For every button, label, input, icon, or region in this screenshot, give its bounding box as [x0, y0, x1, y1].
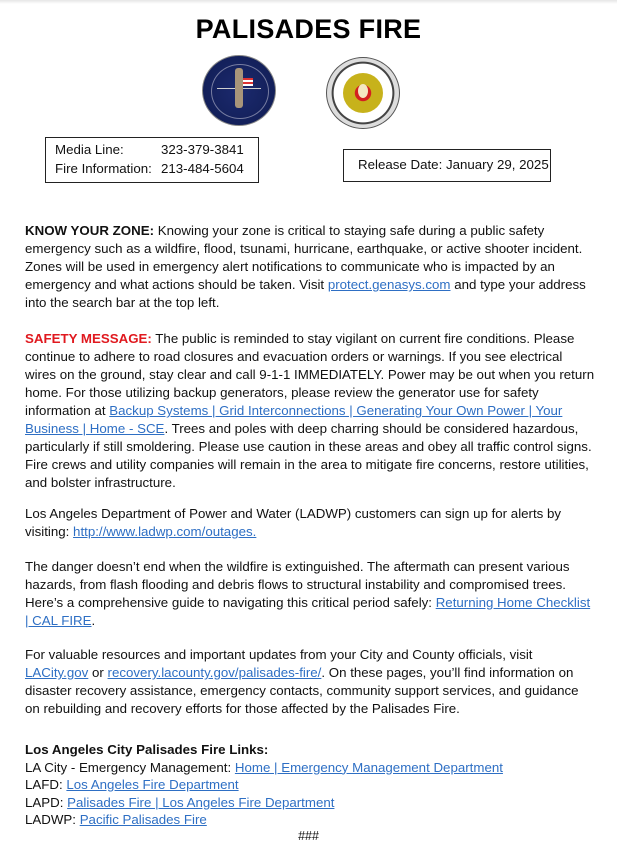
lapd-seal-logo — [202, 55, 276, 126]
recovery-lacounty-link[interactable]: recovery.lacounty.gov/palisades-fire/ — [107, 665, 322, 680]
resources-text-after: . On these pages, you’ll find information on disaster recovery assistance, emergency contacts, community support services, and guidance on rebuilding and recovery efforts for those affected by the Palisades Fire. — [25, 665, 579, 716]
resources-paragraph — [25, 646, 595, 718]
lapd-link[interactable]: Palisades Fire | Los Angeles Fire Department — [67, 794, 335, 810]
links-section-heading: Los Angeles City Palisades Fire Links: — [25, 742, 269, 757]
safety-message-paragraph — [25, 330, 595, 492]
safety-message-text-after: . Trees and poles with deep charring should be considered hazardous, particularly if still smoldering. Please use caution in these areas and obey all traffic control signs. Fire crews and utility companies will remain in the area to mitigate fire concerns, restore utilities, and bolster infrastructure. — [25, 421, 592, 490]
fire-info-label: Fire Information: — [55, 161, 152, 176]
sce-backup-systems-link[interactable]: Backup Systems | Grid Interconnections | Generating Your Own Power | Your Business | Home - SCE — [25, 403, 563, 436]
know-your-zone-paragraph — [25, 222, 595, 312]
link-row-lafd — [25, 776, 595, 794]
danger-paragraph — [25, 558, 595, 630]
link-row-emergency-management — [25, 759, 595, 777]
returning-home-checklist-link[interactable]: Returning Home Checklist | CAL FIRE — [25, 595, 591, 628]
media-line-row — [55, 142, 244, 157]
resources-text: For valuable resources and important updates from your City and County officials, visit — [25, 647, 533, 662]
media-line-number: 323-379-3841 — [161, 142, 244, 157]
statue-icon — [235, 68, 243, 108]
resources-mid: or — [88, 665, 108, 680]
link-row-label: LAFD: — [25, 777, 67, 792]
know-your-zone-heading: KNOW YOUR ZONE: — [25, 223, 155, 238]
links-section — [25, 741, 595, 829]
ladwp-palisades-link[interactable]: Pacific Palisades Fire — [79, 812, 207, 827]
lacity-link[interactable]: LACity.gov — [25, 665, 89, 680]
flag-icon — [243, 78, 253, 86]
link-row-ladwp — [25, 811, 595, 829]
release-date-box — [343, 149, 551, 182]
danger-text: The danger doesn’t end when the wildfire is extinguished. The aftermath can present various hazards, from flash flooding and debris flows to structural instability and compromised trees. Here’s a comprehensive guide to navigating this critical period safely: — [25, 559, 570, 610]
fire-info-number: 213-484-5604 — [161, 161, 244, 176]
ladwp-text: Los Angeles Department of Power and Water (LADWP) customers can sign up for alerts by visiting: — [25, 506, 562, 539]
link-row-label: LA City - Emergency Management: — [25, 759, 235, 775]
lafd-seal-logo — [326, 57, 400, 129]
media-line-label: Media Line: — [55, 142, 124, 157]
lafd-link[interactable]: Los Angeles Fire Department — [66, 777, 239, 792]
link-row-label: LAPD: — [25, 794, 68, 810]
genasys-link[interactable]: protect.genasys.com — [327, 277, 451, 292]
know-your-zone-text-after: and type your address into the search bar at the top left. — [25, 277, 586, 310]
page-top-edge — [0, 0, 617, 4]
maltese-cross-icon — [358, 84, 368, 98]
contact-box — [45, 137, 259, 183]
release-date: Release Date: January 29, 2025 — [358, 157, 549, 172]
safety-message-text: The public is reminded to stay vigilant on current fire conditions. Please continue to adhere to road closures and evacuation orders or warnings. If you see electrical wires on the ground, stay clear and call 9-1-1 IMMEDIATELY. Power may be out when you return home. For those utilizing backup generators, please review the generator use for safety information at — [25, 331, 595, 418]
link-row-lapd — [25, 794, 595, 812]
danger-text-after: . — [91, 613, 96, 628]
end-mark: ### — [298, 829, 319, 843]
safety-message-heading: SAFETY MESSAGE: — [25, 331, 152, 346]
link-row-label: LADWP: — [25, 812, 80, 827]
ladwp-outages-link[interactable]: http://www.ladwp.com/outages. — [73, 524, 257, 539]
fire-info-row — [55, 161, 244, 176]
ladwp-paragraph — [25, 505, 595, 541]
page-title: PALISADES FIRE — [195, 14, 422, 44]
emergency-management-link[interactable]: Home | Emergency Management Department — [234, 759, 503, 775]
know-your-zone-text: Knowing your zone is critical to staying safe during a public safety emergency such as a wildfire, flood, tsunami, hurricane, earthquake, or active shooter incident. Zones will be used in emergency alert notifications to communicate who is impacted by an emergency and what actions should be taken. Visit — [25, 223, 583, 292]
